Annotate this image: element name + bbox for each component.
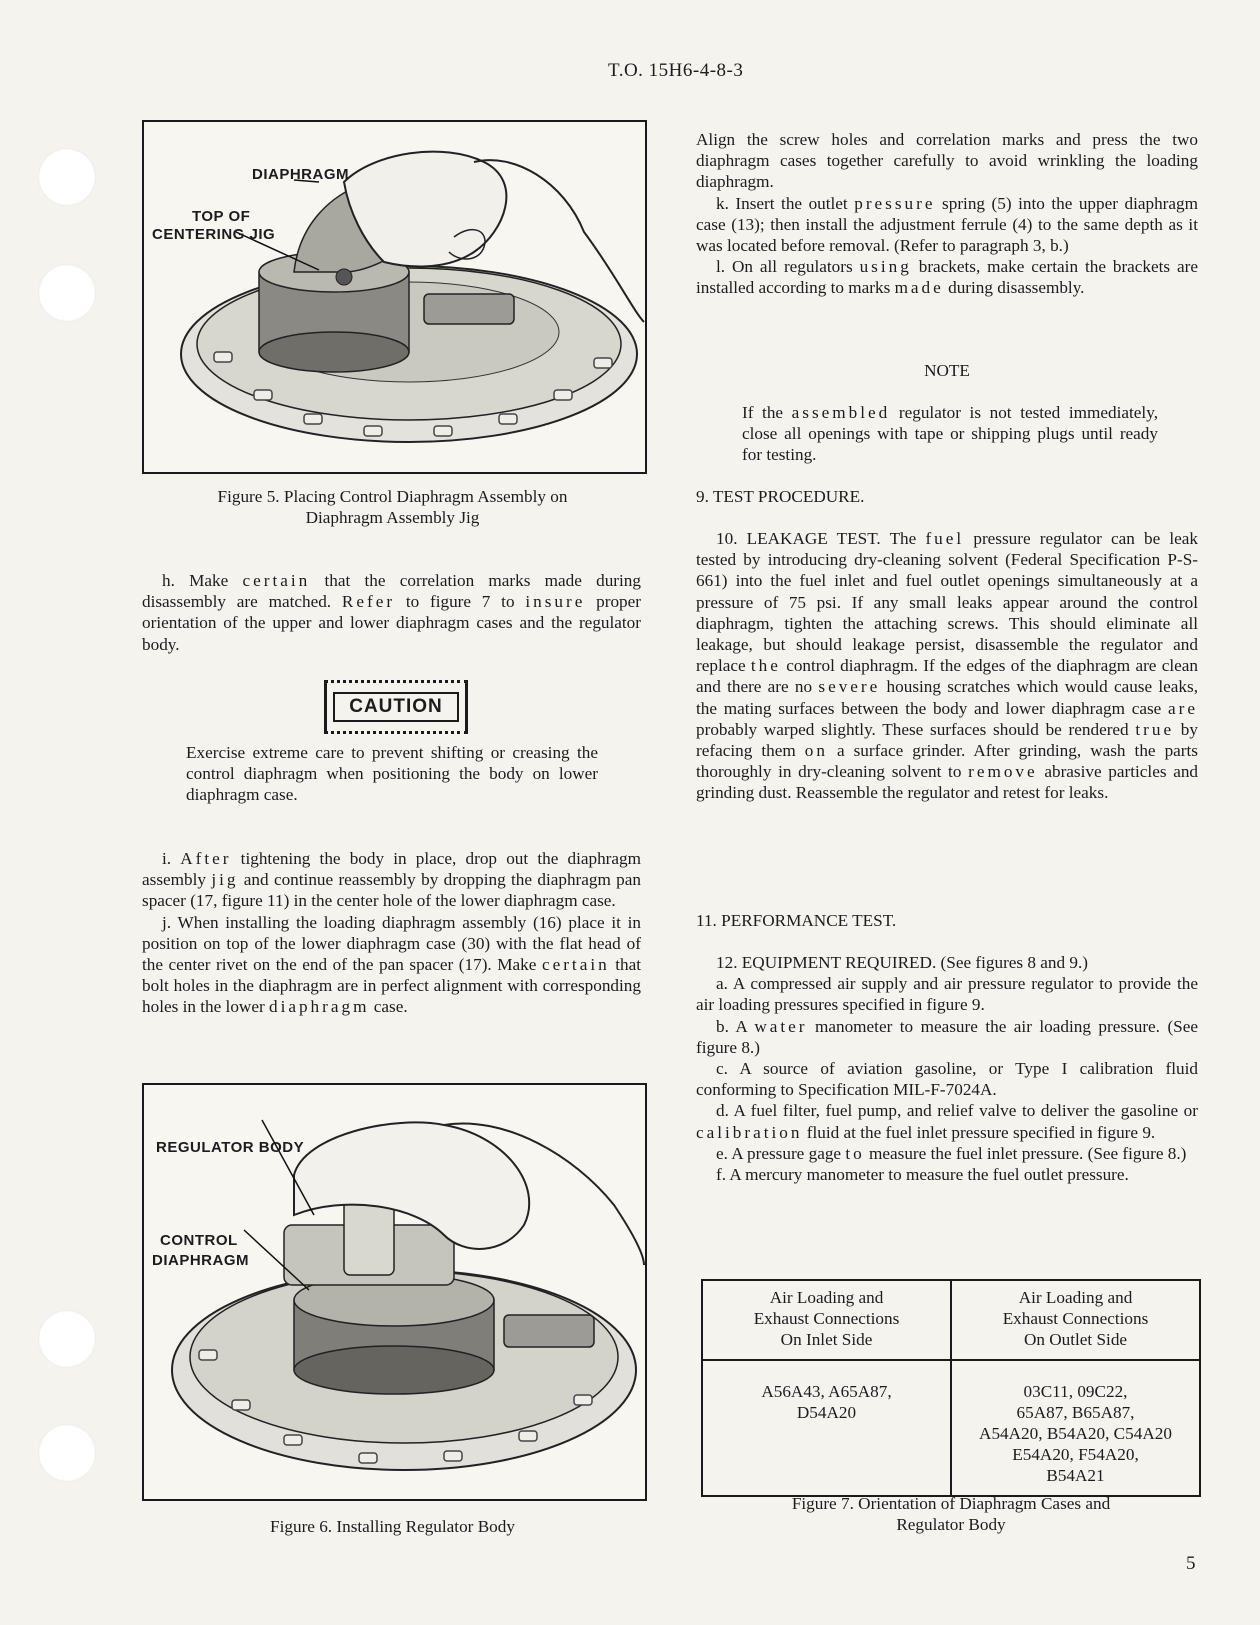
label-diaphragm-fig6: DIAPHRAGM	[152, 1252, 249, 1269]
paragraph-j: j. When installing the loading diaphragm assembly (16) place it in position on top of the lower diaphragm case (30) with the flat head of the center rivet on the end of the pan spacer (17). Make certain that bolt holes in the diaphragm are in perfect alignment with corresponding holes in the lower diaphragm case.	[142, 912, 642, 1017]
table-cell-inlet-models: A56A43, A65A87, D54A20	[702, 1360, 951, 1496]
paragraph-k: k. Insert the outlet pressure spring (5) into the upper diaphragm case (13); then install the adjustment ferrule (4) to the same depth as it was located before removal. (Refer to paragraph 3, b.)	[696, 193, 1198, 256]
right-column-upper	[696, 129, 1198, 299]
binder-hole	[38, 148, 96, 206]
label-top-of: TOP OF	[192, 208, 251, 225]
figure-6-caption: Figure 6. Installing Regulator Body	[270, 1517, 515, 1536]
section-9-heading: 9. TEST PROCEDURE.	[696, 487, 865, 506]
caution-label: CAUTION	[333, 692, 459, 722]
item-f: f. A mercury manometer to measure the fuel outlet pressure.	[716, 1165, 1129, 1185]
figure-7-caption: Figure 7. Orientation of Diaphragm Cases and Regulator Body	[791, 1494, 1111, 1534]
table-header-inlet: Air Loading and Exhaust Connections On Inlet Side	[702, 1280, 951, 1360]
label-control: CONTROL	[160, 1232, 238, 1249]
binder-hole	[38, 1310, 96, 1368]
item-b: b. A water manometer to measure the air loading pressure. (See figure 8.)	[696, 1016, 1198, 1057]
paragraphs-i-j	[142, 848, 641, 1018]
item-c: c. A source of aviation gasoline, or Type I calibration fluid conforming to Specification MIL-F-7024A.	[696, 1059, 1198, 1100]
item-a: a. A compressed air supply and air pressure regulator to provide the air loading pressures specified in figure 9.	[696, 974, 1198, 1015]
caution-text: Exercise extreme care to prevent shifting or creasing the control diaphragm when positioning the body on lower diaphragm case.	[186, 743, 598, 805]
figure-6-illustration	[142, 1083, 647, 1501]
orientation-table	[701, 1279, 1201, 1497]
caution-box	[324, 680, 468, 734]
label-diaphragm: DIAPHRAGM	[252, 166, 349, 183]
table-header-outlet: Air Loading and Exhaust Connections On Outlet Side	[951, 1280, 1200, 1360]
note-title: NOTE	[924, 361, 970, 380]
figure-5-caption: Figure 5. Placing Control Diaphragm Assembly on Diaphragm Assembly Jig	[217, 487, 568, 527]
item-e: e. A pressure gage to measure the fuel inlet pressure. (See figure 8.)	[716, 1143, 1187, 1163]
binder-hole	[38, 1424, 96, 1482]
label-regulator-body: REGULATOR BODY	[156, 1139, 305, 1156]
paragraph-align: Align the screw holes and correlation marks and press the two diaphragm cases together carefully to avoid wrinkling the loading diaphragm.	[696, 130, 1198, 192]
section-10-leakage-test: 10. LEAKAGE TEST. The fuel pressure regulator can be leak tested by introducing dry-cleaning solvent (Federal Specification P-S-661) into the fuel inlet and fuel outlet openings simultaneously at a pressure of 75 psi. If any small leaks appear around the control diaphragm, tighten the attaching screws. This should eliminate all leakage, but should leakage persist, disassemble the regulator and replace the control diaphragm. If the edges of the diaphragm are clean and there are no severe housing scratches which would cause leaks, the mating surfaces between the body and lower diaphragm case are probably warped slightly. These surfaces should be rendered true by refacing them on a surface grinder. After grinding, wash the parts thoroughly in dry-cleaning solvent to remove abrasive particles and grinding dust. Reassemble the regulator and retest for leaks.	[696, 529, 1199, 803]
figure-5-illustration	[142, 120, 647, 474]
document-number: T.O. 15H6-4-8-3	[608, 60, 744, 81]
section-12-equipment: 12. EQUIPMENT REQUIRED. (See figures 8 and 9.) a. A compressed air supply and air pressure regulator to provide the air loading pressures specified in figure 9. b. A water manometer to measure the air loading pressure. (See figure 8.) c. A source of aviation gasoline, or Type I calibration fluid conforming to Specification MIL-F-7024A. d. A fuel filter, fuel pump, and relief valve to deliver the gasoline or calibration fluid at the fuel inlet pressure specified in figure 9. e. A pressure gage to measure the fuel inlet pressure. (See figure 8.) f. A mercury manometer to measure the fuel outlet pressure.	[696, 953, 1198, 1185]
note-text: If the assembled regulator is not tested immediately, close all openings with tape or shipping plugs until ready for testing.	[742, 403, 1158, 465]
page-number: 5	[1186, 1553, 1196, 1574]
table-cell-outlet-models: 03C11, 09C22, 65A87, B65A87, A54A20, B54A20, C54A20 E54A20, F54A20, B54A21	[951, 1360, 1200, 1496]
binder-hole	[38, 264, 96, 322]
paragraph-i: i. After tightening the body in place, drop out the diaphragm assembly jig and continue reassembly by dropping the diaphragm pan spacer (17, figure 11) in the center hole of the lower diaphragm case.	[142, 849, 642, 911]
paragraph-h: h. Make certain that the correlation marks made during disassembly are matched. Refer to figure 7 to insure proper orientation of the upper and lower diaphragm cases and the regulator body.	[142, 571, 641, 654]
label-centering-jig: CENTERING JIG	[152, 226, 276, 243]
paragraph-l: l. On all regulators using brackets, make certain the brackets are installed according to marks made during disassembly.	[696, 257, 1198, 298]
section-11-heading: 11. PERFORMANCE TEST.	[696, 911, 897, 930]
item-d: d. A fuel filter, fuel pump, and relief valve to deliver the gasoline or calibration fluid at the fuel inlet pressure specified in figure 9.	[696, 1101, 1198, 1142]
